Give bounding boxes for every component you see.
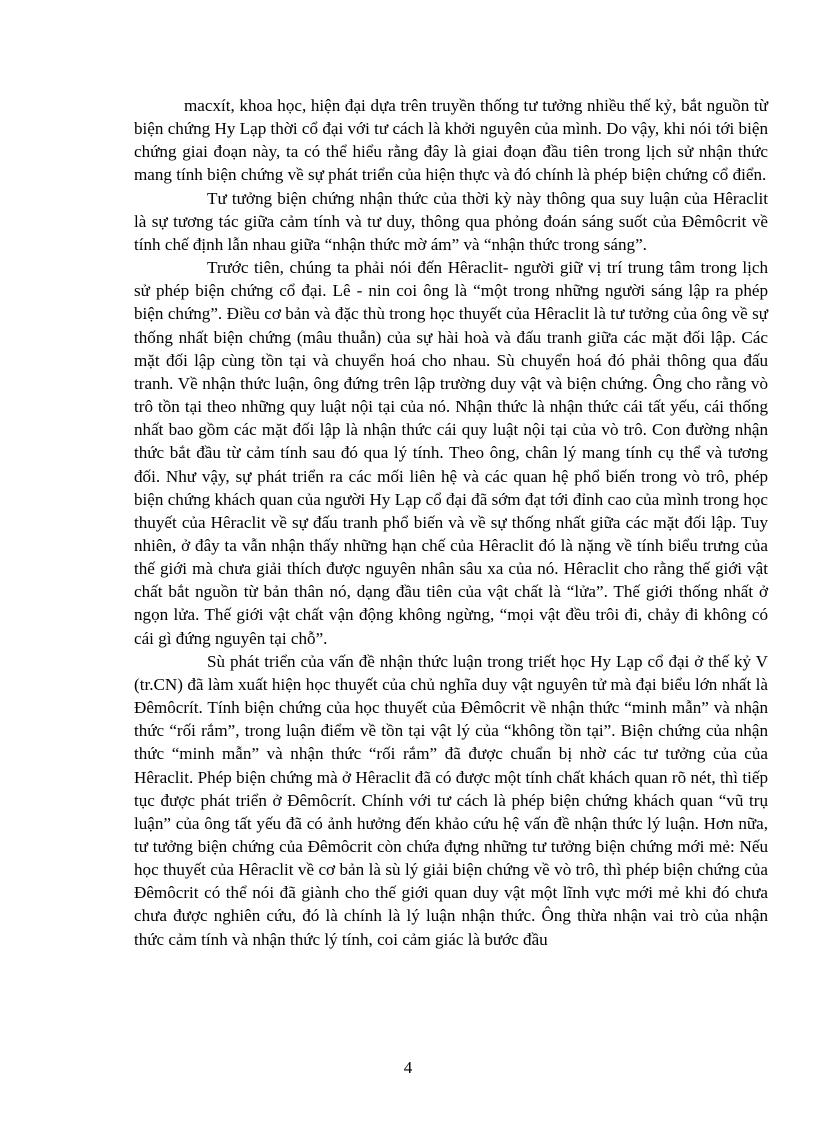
page-number: 4 xyxy=(403,1058,413,1077)
paragraph-1: macxít, khoa học, hiện đại dựa trên truyền thống tư tưởng nhiều thế kỷ, bắt nguồn từ biện chứng Hy Lạp thời cổ đại với tư cách là khởi nguyên của mình. Do vậy, khi nói tới biện chứng giai đoạn này, ta có thể hiểu rằng đây là giai đoạn đầu tiên trong lịch sử nhận thức mang tính biện chứng về sự phát triển của hiện thực và đó chính là phép biện chứng cổ điển. xyxy=(134,96,768,185)
paragraph-4: Sù phát triển của vấn đề nhận thức luận trong triết học Hy Lạp cổ đại ở thế kỷ V (tr.CN) đã làm xuất hiện học thuyết của chủ nghĩa duy vật nguyên tử mà đại biểu lớn nhất là Đêmôcrít. Tính biện chứng của học thuyết của Đêmôcrit về nhận thức “minh mẫn” và nhận thức “rối rắm”, trong luận điểm về tồn tại vật lý của “không tồn tại”. Biện chứng của nhận thức “minh mẫn” và nhận thức “rối rắm” đã được chuẩn bị nhờ các tư tưởng của của Hêraclit. Phép biện chứng mà ở Hêraclit đã có được một tính chất khách quan rõ nét, thì tiếp tục được phát triển ở Đêmôcrít. Chính với tư cách là phép biện chứng khách quan “vũ trụ luận” của ông tất yếu đã có ảnh hưởng đến khảo cứu hệ vấn đề nhận thức lý luận. Hơn nữa, tư tưởng biện chứng của Đêmôcrit còn chứa đựng những tư tưởng biện chứng mới mẻ: Nếu học thuyết của Hêraclit về cơ bản là sù lý giải biện chứng về vò trô, thì phép biện chứng của Đêmôcrit có thể nói đã giành cho thế giới quan duy vật một lĩnh vực mới mẻ khi đó chưa chưa được nghiên cứu, đó là chính là lý luận nhận thức. Ông thừa nhận vai trò của nhận thức cảm tính và nhận thức lý tính, coi cảm giác là bước đầu xyxy=(134,651,768,949)
paragraph-3: Trước tiên, chúng ta phải nói đến Hêraclit- người giữ vị trí trung tâm trong lịch sử phép biện chứng cổ đại. Lê - nin coi ông là “một trong những người sáng lập ra phép biện chứng”. Điều cơ bản và đặc thù trong học thuyết của Hêraclit là tư tưởng của ông về sự thống nhất biện chứng (mâu thuẫn) của sự hài hoà và đấu tranh giữa các mặt đối lập. Các mặt đối lập cùng tồn tại và chuyển hoá cho nhau. Sù chuyển hoá đó phải thông qua đấu tranh. Về nhận thức luận, ông đứng trên lập trường duy vật và biện chứng. Ông cho rằng vò trô tồn tại theo những quy luật nội tại của nó. Nhận thức là nhận thức cái tất yếu, cái thống nhất bao gồm các mặt đối lập là nhận thức cái quy luật nội tại của vò trô. Con đường nhận thức bắt đầu từ cảm tính sau đó qua lý tính. Theo ông, chân lý mang tính cụ thể và tương đối. Như vậy, sự phát triển ra các mối liên hệ và các quan hệ phổ biến trong vò trô, phép biện chứng khách quan của người Hy Lạp cổ đại đã sớm đạt tới đỉnh cao của mình trong học thuyết của Hêraclit về sự đấu tranh phổ biến và về sự thống nhất giữa các mặt đối lập. Tuy nhiên, ở đây ta vẫn nhận thấy những hạn chế của Hêraclit đó là nặng về tính biểu trưng của thế giới mà chưa giải thích được nguyên nhân sâu xa của nó. Hêraclit cho rằng thế giới vật chất bắt nguồn từ bản thân nó, dạng đầu tiên của vật chất là “lửa”. Thế giới thống nhất ở ngọn lửa. Thế giới vật chất vận động không ngừng, “mọi vật đều trôi đi, chảy đi không có cái gì đứng nguyên tại chỗ”. xyxy=(134,258,768,648)
body-text xyxy=(134,94,768,951)
paragraph-2: Tư tưởng biện chứng nhận thức của thời kỳ này thông qua suy luận của Hêraclit là sự tương tác giữa cảm tính và tư duy, thông qua phỏng đoán sáng suốt của Đêmôcrit về tính chế định lẫn nhau giữa “nhận thức mờ ám” và “nhận thức trong sáng”. xyxy=(134,188,768,254)
